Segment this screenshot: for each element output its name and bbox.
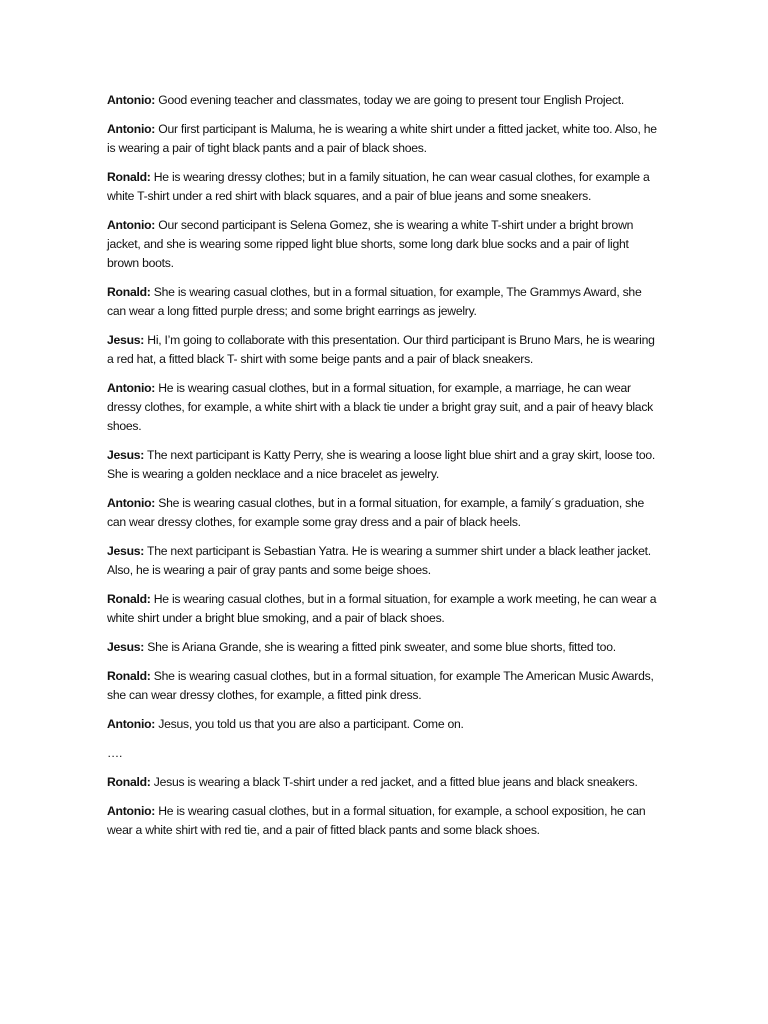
speaker-name: Jesus: xyxy=(107,544,145,558)
dialogue-paragraph xyxy=(107,91,663,110)
dialogue-text: Our second participant is Selena Gomez, she is wearing a white T-shirt under a bright brown jacket, and she is wearing some ripped light blue shorts, some long dark blue socks and a pair of light brown boots. xyxy=(107,218,634,270)
speaker-name: Antonio: xyxy=(107,717,156,731)
dialogue-paragraph xyxy=(107,773,663,792)
speaker-name: Antonio: xyxy=(107,93,156,107)
document-page xyxy=(107,91,663,850)
dialogue-text: He is wearing casual clothes, but in a formal situation, for example, a school exposition, he can wear a white shirt with red tie, and a pair of fitted black pants and some black shoes. xyxy=(107,804,646,837)
dialogue-text: She is Ariana Grande, she is wearing a fitted pink sweater, and some blue shorts, fitted too. xyxy=(147,640,616,654)
dialogue-paragraph xyxy=(107,446,663,484)
dialogue-paragraph xyxy=(107,542,663,580)
dialogue-paragraph xyxy=(107,590,663,628)
dialogue-text: The next participant is Sebastian Yatra. He is wearing a summer shirt under a black leather jacket. Also, he is wearing a pair of gray pants and some beige shoes. xyxy=(107,544,651,577)
speaker-name: Ronald: xyxy=(107,170,151,184)
dialogue-paragraph xyxy=(107,638,663,657)
dialogue-paragraph xyxy=(107,168,663,206)
dialogue-text: She is wearing casual clothes, but in a formal situation, for example The American Music Awards, she can wear dressy clothes, for example, a fitted pink dress. xyxy=(107,669,654,702)
speaker-name: Ronald: xyxy=(107,669,151,683)
dialogue-paragraph xyxy=(107,283,663,321)
dialogue-paragraph xyxy=(107,120,663,158)
ellipsis-text: …. xyxy=(107,746,123,760)
dialogue-text: Our first participant is Maluma, he is wearing a white shirt under a fitted jacket, white too. Also, he is wearing a pair of tight black pants and a pair of black shoes. xyxy=(107,122,657,155)
speaker-name: Antonio: xyxy=(107,804,156,818)
speaker-name: Ronald: xyxy=(107,285,151,299)
dialogue-text: He is wearing dressy clothes; but in a family situation, he can wear casual clothes, for example a white T-shirt under a red shirt with black squares, and a pair of blue jeans and some sneakers. xyxy=(107,170,650,203)
dialogue-paragraph xyxy=(107,379,663,436)
dialogue-text: Hi, I’m going to collaborate with this presentation. Our third participant is Bruno Mars, he is wearing a red hat, a fitted black T- shirt with some beige pants and a pair of black sneakers. xyxy=(107,333,655,366)
speaker-name: Ronald: xyxy=(107,592,151,606)
ellipsis-paragraph xyxy=(107,744,663,763)
dialogue-text: Jesus is wearing a black T-shirt under a red jacket, and a fitted blue jeans and black sneakers. xyxy=(153,775,638,789)
dialogue-paragraph xyxy=(107,331,663,369)
speaker-name: Antonio: xyxy=(107,218,156,232)
dialogue-text: The next participant is Katty Perry, she is wearing a loose light blue shirt and a gray skirt, loose too. She is wearing a golden necklace and a nice bracelet as jewelry. xyxy=(107,448,656,481)
dialogue-paragraph xyxy=(107,216,663,273)
dialogue-text: Good evening teacher and classmates, today we are going to present tour English Project. xyxy=(158,93,625,107)
speaker-name: Antonio: xyxy=(107,496,156,510)
speaker-name: Antonio: xyxy=(107,122,156,136)
speaker-name: Jesus: xyxy=(107,448,145,462)
dialogue-text: She is wearing casual clothes, but in a formal situation, for example, a family´s graduation, she can wear dressy clothes, for example some gray dress and a pair of black heels. xyxy=(107,496,645,529)
dialogue-paragraph xyxy=(107,715,663,734)
speaker-name: Jesus: xyxy=(107,640,145,654)
dialogue-paragraph xyxy=(107,494,663,532)
dialogue-text: He is wearing casual clothes, but in a formal situation, for example a work meeting, he can wear a white shirt under a bright blue smoking, and a pair of black shoes. xyxy=(107,592,657,625)
dialogue-text: She is wearing casual clothes, but in a formal situation, for example, The Grammys Award, she can wear a long fitted purple dress; and some bright earrings as jewelry. xyxy=(107,285,642,318)
dialogue-paragraph xyxy=(107,802,663,840)
speaker-name: Jesus: xyxy=(107,333,145,347)
dialogue-text: He is wearing casual clothes, but in a formal situation, for example, a marriage, he can wear dressy clothes, for example, a white shirt with a black tie under a bright gray suit, and a pair of heavy black shoes. xyxy=(107,381,654,433)
speaker-name: Antonio: xyxy=(107,381,156,395)
dialogue-paragraph xyxy=(107,667,663,705)
dialogue-text: Jesus, you told us that you are also a participant. Come on. xyxy=(158,717,464,731)
speaker-name: Ronald: xyxy=(107,775,151,789)
